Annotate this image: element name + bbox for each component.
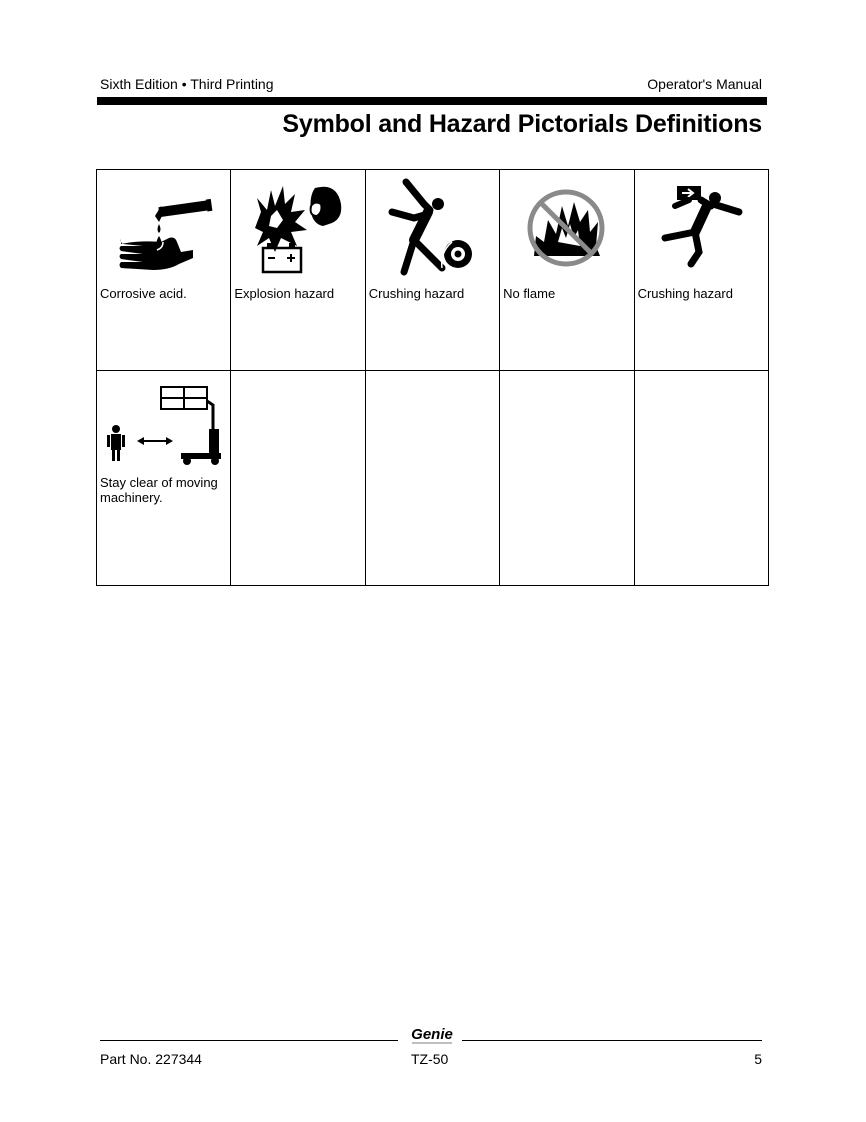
pictorial-caption: No flame [503,286,556,301]
pictorial-caption: Crushing hazard [637,286,733,301]
footer-rule-right [462,1040,762,1041]
empty-cell [634,371,768,586]
pictorial-cell [634,170,768,371]
pictorials-table [96,169,769,586]
empty-cell [365,371,499,586]
genie-logo-text: Genie [411,1026,453,1043]
stay-clear-moving-machinery-icon [97,377,230,473]
explosion-hazard-icon [231,176,364,284]
pictorial-caption: Crushing hazard [368,286,465,301]
pictorial-cell [231,170,365,371]
empty-cell [500,371,634,586]
pictorial-caption: Corrosive acid. [100,286,187,301]
genie-logo-icon [406,1024,458,1046]
pictorial-caption: Stay clear of moving machinery. [100,475,218,505]
header-rule [97,97,767,105]
empty-cell [231,371,365,586]
pictorial-cell [365,170,499,371]
pictorial-cell [97,170,231,371]
pictorial-caption: Explosion hazard [234,286,335,301]
page-title: Symbol and Hazard Pictorials Definitions [282,110,762,138]
pictorial-cell [500,170,634,371]
page-number: 5 [754,1051,762,1067]
crushing-hazard-icon [366,176,499,284]
crushing-hazard-electrocution-icon [635,176,768,284]
no-flame-icon [500,176,633,284]
manual-label: Operator's Manual [647,76,762,92]
pictorial-cell [97,371,231,586]
footer-rule-left [100,1040,398,1041]
part-number: Part No. 227344 [100,1051,202,1067]
model-label: TZ-50 [411,1051,449,1067]
corrosive-acid-icon [97,176,230,284]
edition-label: Sixth Edition • Third Printing [100,76,274,92]
